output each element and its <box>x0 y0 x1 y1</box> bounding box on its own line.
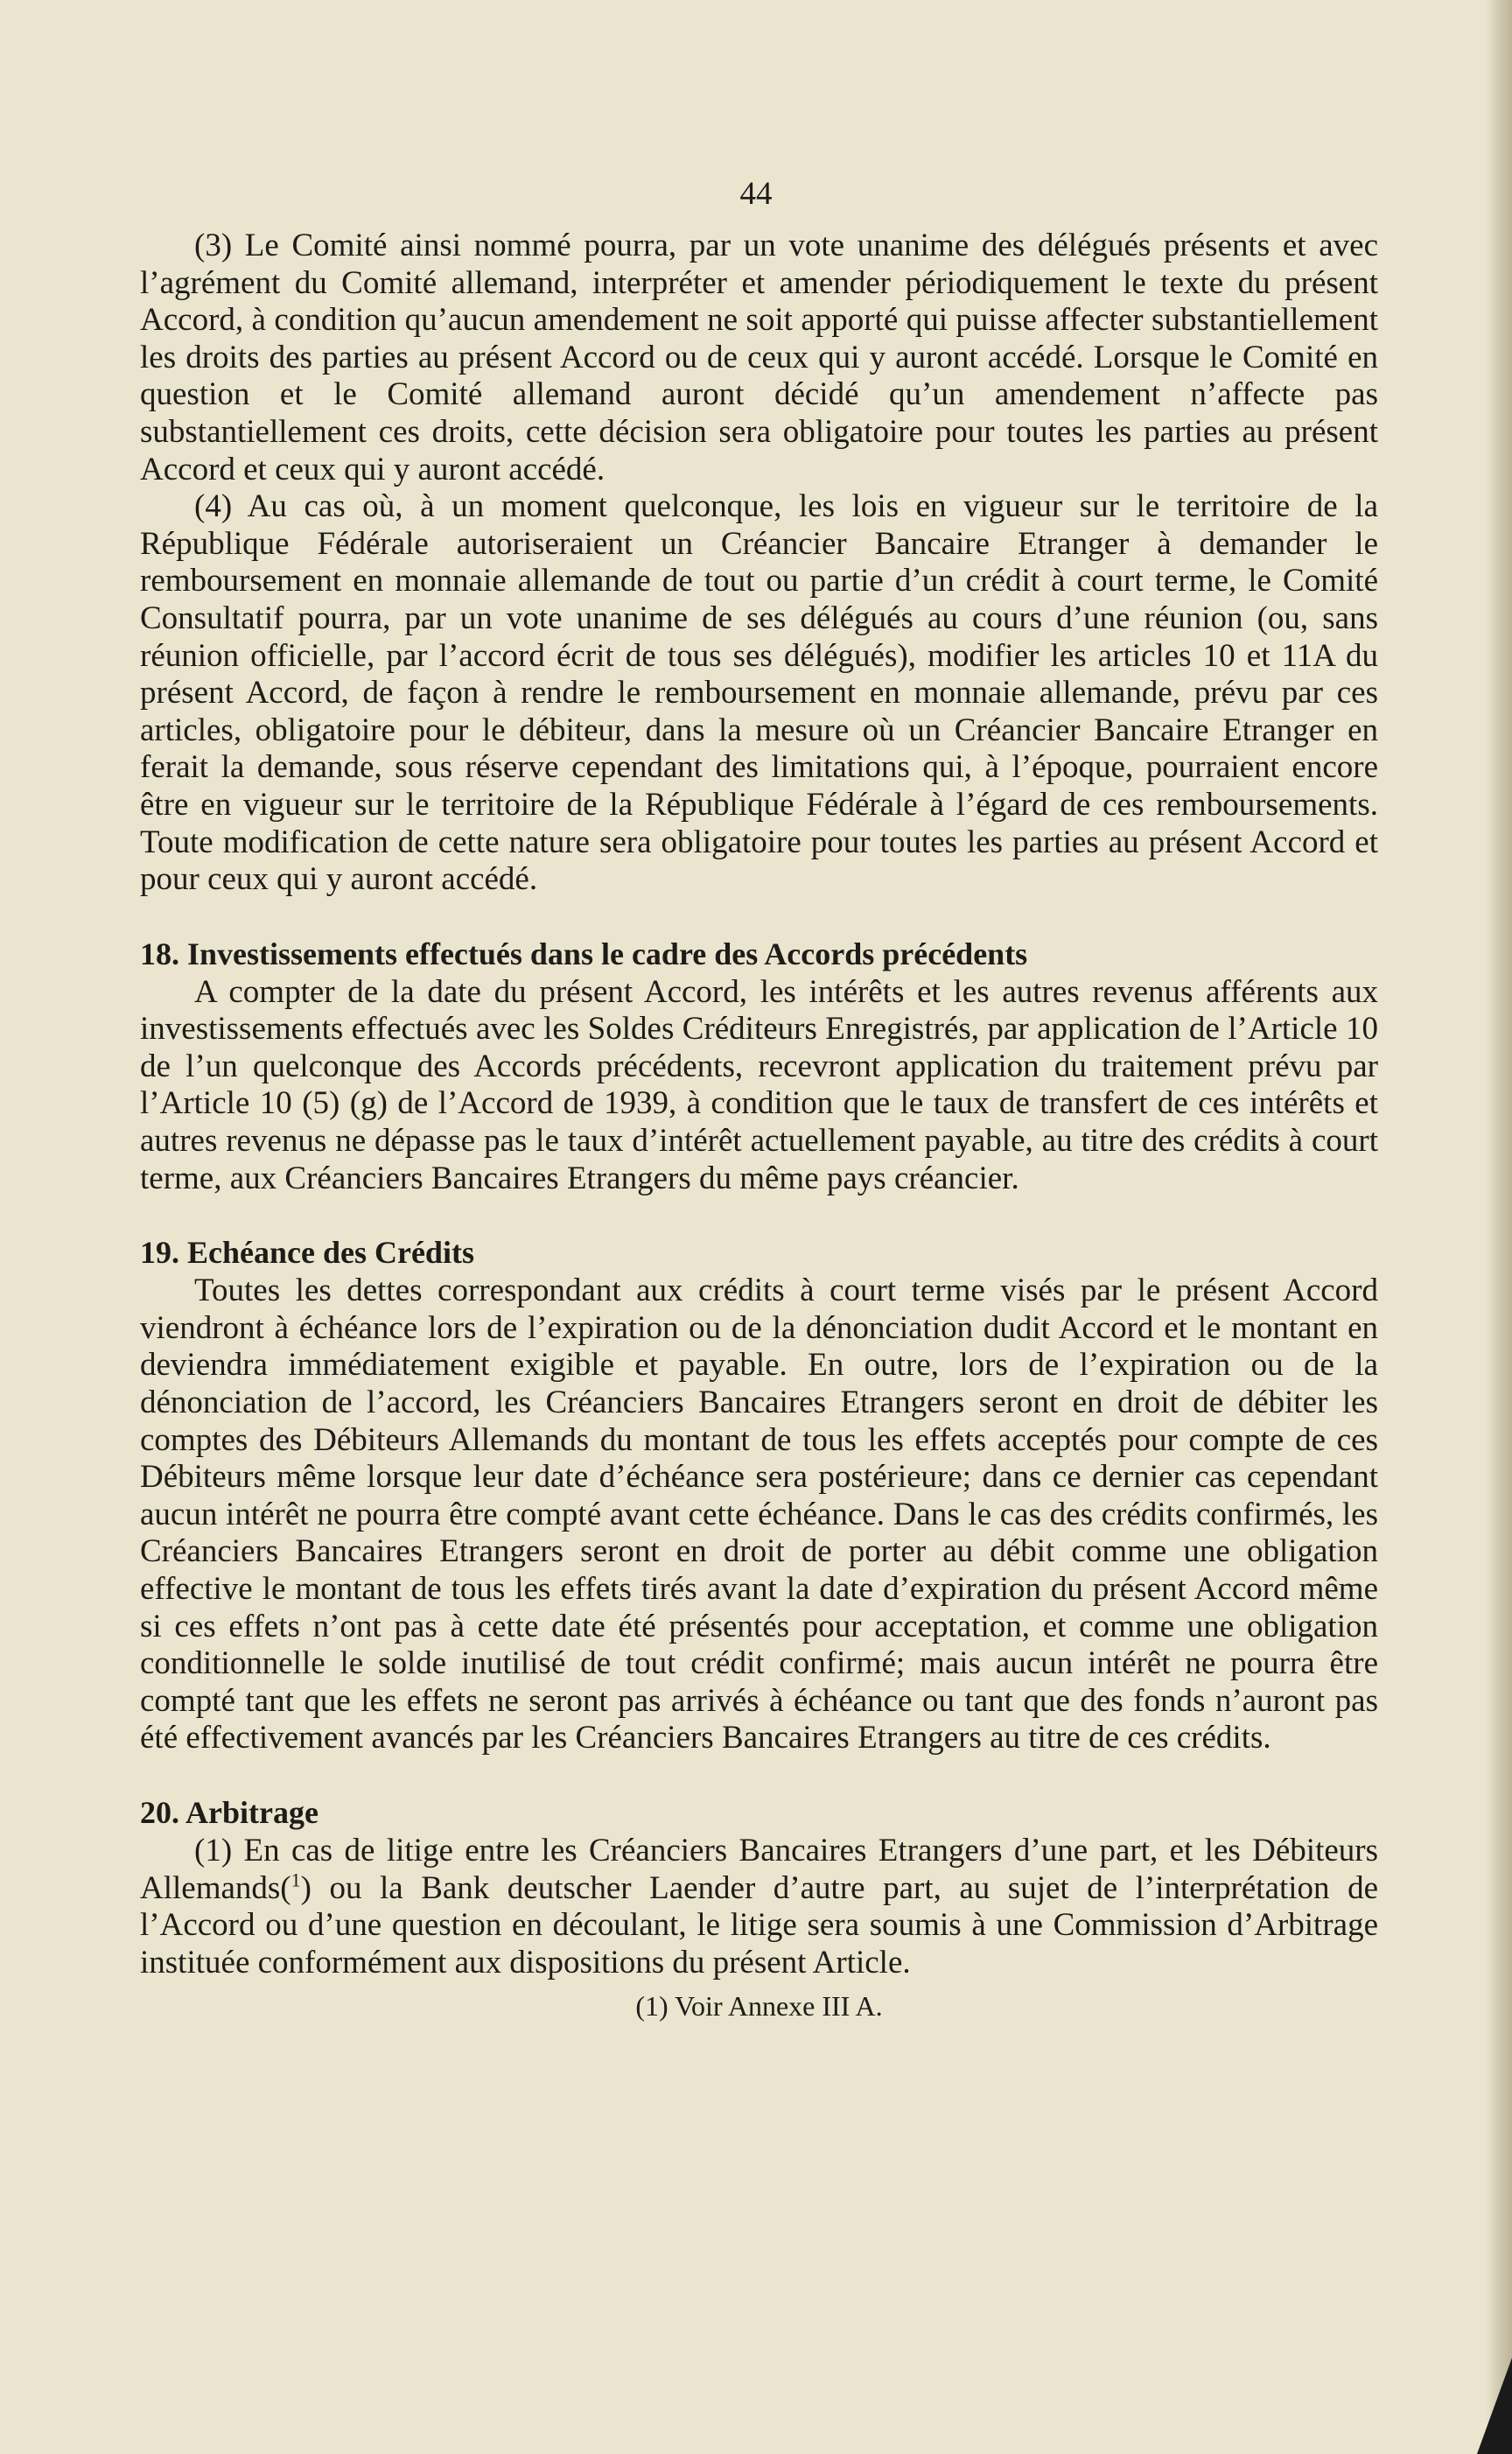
page-edge-shadow <box>1486 0 1512 2454</box>
article-19-heading: 19. Echéance des Crédits <box>140 1235 474 1271</box>
article-20-heading: 20. Arbitrage <box>140 1794 318 1830</box>
page-number: 44 <box>739 176 773 212</box>
article-20-text-start: (1) En cas de litige entre les Créanciers Bancaires Etrangers d’une part, et les Débiteurs Allemands( <box>140 1832 1378 1906</box>
article-18-paragraph: A compter de la date du présent Accord, les intérêts et les autres revenus afférents aux investissements effectués avec les Soldes Créditeurs Enregistrés, par application de l’Article 10 de l’un quelconque des Accords précédents, recevront application du traitement prévu par l’Article 10 (5) (g) de l’Accord de 1939, à condition que le taux de transfert de ces intérêts et autres revenus ne dépasse pas le taux d’intérêt actuellement payable, au titre des crédits à court terme, aux Créanciers Bancaires Etrangers du même pays créancier. <box>140 973 1378 1196</box>
article-17-paragraph-4: (4) Au cas où, à un moment quelconque, les lois en vigueur sur le territoire de la République Fédérale autoriseraient un Créancier Bancaire Etranger à demander le remboursement en monnaie allemande de tout ou partie d’un crédit à court terme, le Comité Consultatif pourra, par un vote unanime de ses délégués au cours d’une réunion (ou, sans réunion officielle, par l’accord écrit de tous ses délégués), modifier les articles 10 et 11A du présent Accord, de façon à rendre le remboursement en monnaie allemande, prévu par ces articles, obligatoire pour le débiteur, dans la mesure où un Créancier Bancaire Etranger en ferait la demande, sous réserve cependant des limitations qui, à l’époque, pourraient encore être en vigueur sur le territoire de la République Fédérale à l’égard de ces remboursements. Toute modification de cette nature sera obligatoire pour toutes les parties au présent Accord et pour ceux qui y auront accédé. <box>140 488 1378 898</box>
article-17-paragraph-3: (3) Le Comité ainsi nommé pourra, par un vote unanime des délégués présents et avec l’agrément du Comité allemand, interpréter et amender périodiquement le texte du présent Accord, à condition qu’aucun amendement ne soit apporté qui puisse affecter substantiellement les droits des parties au présent Accord ou de ceux qui y auront accédé. Lorsque le Comité en question et le Comité allemand auront décidé qu’un amendement n’affecte pas substantiellement ces droits, cette décision sera obligatoire pour toutes les parties au présent Accord et ceux qui y auront accédé. <box>140 228 1378 487</box>
page-body <box>140 228 1378 2023</box>
article-20-paragraph-1 <box>140 1833 1378 1981</box>
section-gap <box>140 1757 1378 1773</box>
footnote-text: Voir Annexe III A. <box>668 1990 883 2023</box>
scan-corner-mark <box>1477 2358 1512 2454</box>
section-gap <box>140 1197 1378 1213</box>
article-19-paragraph: Toutes les dettes correspondant aux crédits à court terme visés par le présent Accord viendront à échéance lors de l’expiration ou de la dénonciation dudit Accord et le montant en deviendra immédiatement exigible et payable. En outre, lors de l’expiration ou de la dénonciation de l’accord, les Créanciers Bancaires Etrangers seront en droit de débiter les comptes des Débiteurs Allemands du montant de tous les effets acceptés pour compte de ces Débiteurs même lorsque leur date d’échéance sera postérieure; dans ce dernier cas cependant aucun intérêt ne pourra être compté avant cette échéance. Dans le cas des crédits confirmés, les Créanciers Bancaires Etrangers seront en droit de porter au débit comme une obligation effective le montant de tous les effets tirés avant la date d’expiration du présent Accord même si ces effets n’ont pas à cette date été présentés pour acceptation, et comme une obligation conditionnelle le solde inutilisé de tout crédit confirmé; mais aucun intérêt ne pourra être compté tant que les effets ne seront pas arrivés à échéance ou tant que des fonds n’auront pas été effectivement avancés par les Créanciers Bancaires Etrangers au titre de ces crédits. <box>140 1273 1378 1756</box>
section-gap <box>140 899 1378 915</box>
article-20-text-end: ) ou la Bank deutscher Laender d’autre part, au sujet de l’interprétation de l’Accord ou d’une question en découlant, le litige sera soumis à une Commission d’Arbitrage instituée conformément aux dispositions du présent Article. <box>140 1869 1378 1981</box>
footnote-marker: (1) <box>635 1990 668 2023</box>
footnote-reference: 1 <box>290 1869 301 1891</box>
footnote <box>140 1988 1378 2023</box>
article-18-heading: 18. Investissements effectués dans le cadre des Accords précédents <box>140 936 1028 971</box>
